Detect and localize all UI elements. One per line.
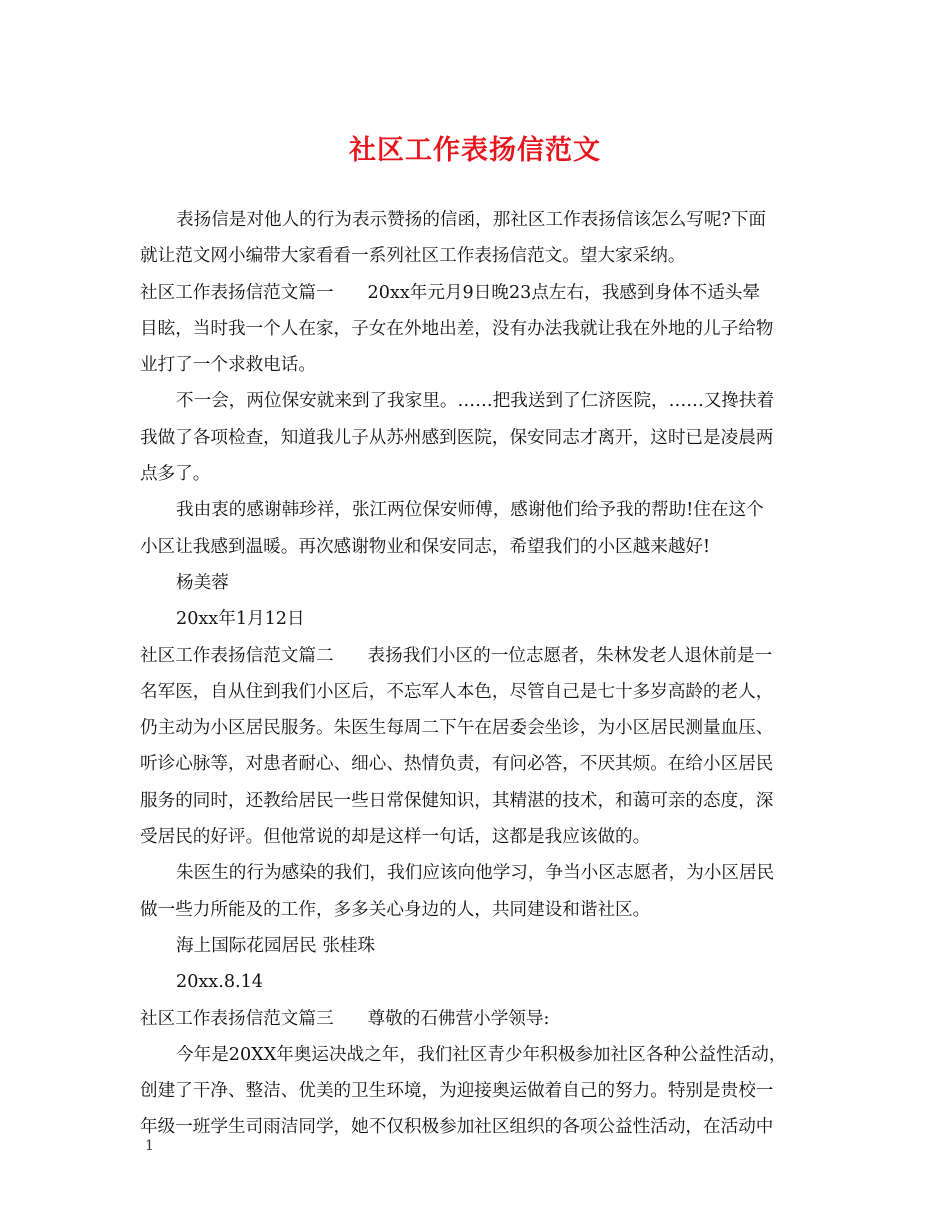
paragraph-line: 表扬信是对他人的行为表示赞扬的信函，那社区工作表扬信该怎么写呢?下面 [176, 210, 767, 230]
signature-date: 20xx.8.14 [176, 972, 263, 993]
document-body [140, 202, 812, 1146]
section-heading: 社区工作表扬信范文篇一 [140, 282, 334, 303]
page-number: 1 [145, 1138, 154, 1154]
paragraph-line: 做一些力所能及的工作，多多关心身边的人，共同建设和谐社区。 [140, 899, 651, 920]
paragraph-line: 不一会，两位保安就来到了我家里。……把我送到了仁济医院，……又搀扶着 [176, 391, 775, 412]
section-heading-line: 社区工作表扬信范文篇一 20xx年元月9日晚23点左右，我感到身体不适头晕 [140, 282, 761, 303]
signature-date: 20xx年1月12日 [176, 609, 305, 630]
section-heading: 社区工作表扬信范文篇三 [140, 1008, 334, 1029]
paragraph-line: 今年是20XX年奥运决战之年，我们社区青少年积极参加社区各种公益性活动， [176, 1044, 787, 1065]
paragraph-line: 听诊心脉等，对患者耐心、细心、热情负责，有问必答，不厌其烦。在给小区居民 [140, 754, 774, 775]
section-heading: 社区工作表扬信范文篇二 [140, 645, 334, 666]
paragraph-line: 我由衷的感谢韩珍祥，张江两位保安师傅，感谢他们给予我的帮助!住在这个 [176, 500, 764, 521]
paragraph-line: 创建了干净、整洁、优美的卫生环境，为迎接奥运做着自己的努力。特别是贵校一 [140, 1081, 774, 1102]
paragraph-line: 名军医，自从住到我们小区后，不忘军人本色，尽管自己是七十多岁高龄的老人， [140, 681, 774, 702]
paragraph-line: 点多了。 [140, 464, 211, 485]
paragraph-line: 服务的同时，还教给居民一些日常保健知识，其精湛的技术，和蔼可亲的态度，深 [140, 790, 774, 811]
paragraph-line: 我做了各项检查，知道我儿子从苏州感到医院，保安同志才离开，这时已是凌晨两 [140, 427, 774, 448]
paragraph-line: 朱医生的行为感染的我们，我们应该向他学习，争当小区志愿者，为小区居民 [176, 863, 775, 884]
paragraph-line: 仍主动为小区居民服务。朱医生每周二下午在居委会坐诊，为小区居民测量血压、 [140, 718, 774, 739]
paragraph-line: 就让范文网小编带大家看看一系列社区工作表扬信范文。望大家采纳。 [140, 246, 686, 267]
document-title: 社区工作表扬信范文 [349, 135, 601, 166]
paragraph-line: 年级一班学生司雨洁同学，她不仅积极参加社区组织的各项公益性活动，在活动中 [140, 1117, 774, 1138]
paragraph-line: 业打了一个求救电话。 [140, 355, 316, 376]
paragraph-line: 小区让我感到温暖。再次感谢物业和保安同志，希望我们的小区越来越好! [140, 536, 711, 557]
paragraph-line: 目眩，当时我一个人在家，子女在外地出差，没有办法我就让我在外地的儿子给物 [140, 318, 774, 339]
paragraph-line: 受居民的好评。但他常说的却是这样一句话，这都是我应该做的。 [140, 827, 651, 848]
section-heading-line: 社区工作表扬信范文篇二 表扬我们小区的一位志愿者，朱林发老人退休前是一 [140, 645, 773, 666]
signature-name: 杨美蓉 [176, 572, 229, 593]
section-heading-line: 社区工作表扬信范文篇三 尊敬的石佛营小学领导: [140, 1008, 550, 1029]
signature-name: 海上国际花园居民 张桂珠 [176, 935, 376, 956]
